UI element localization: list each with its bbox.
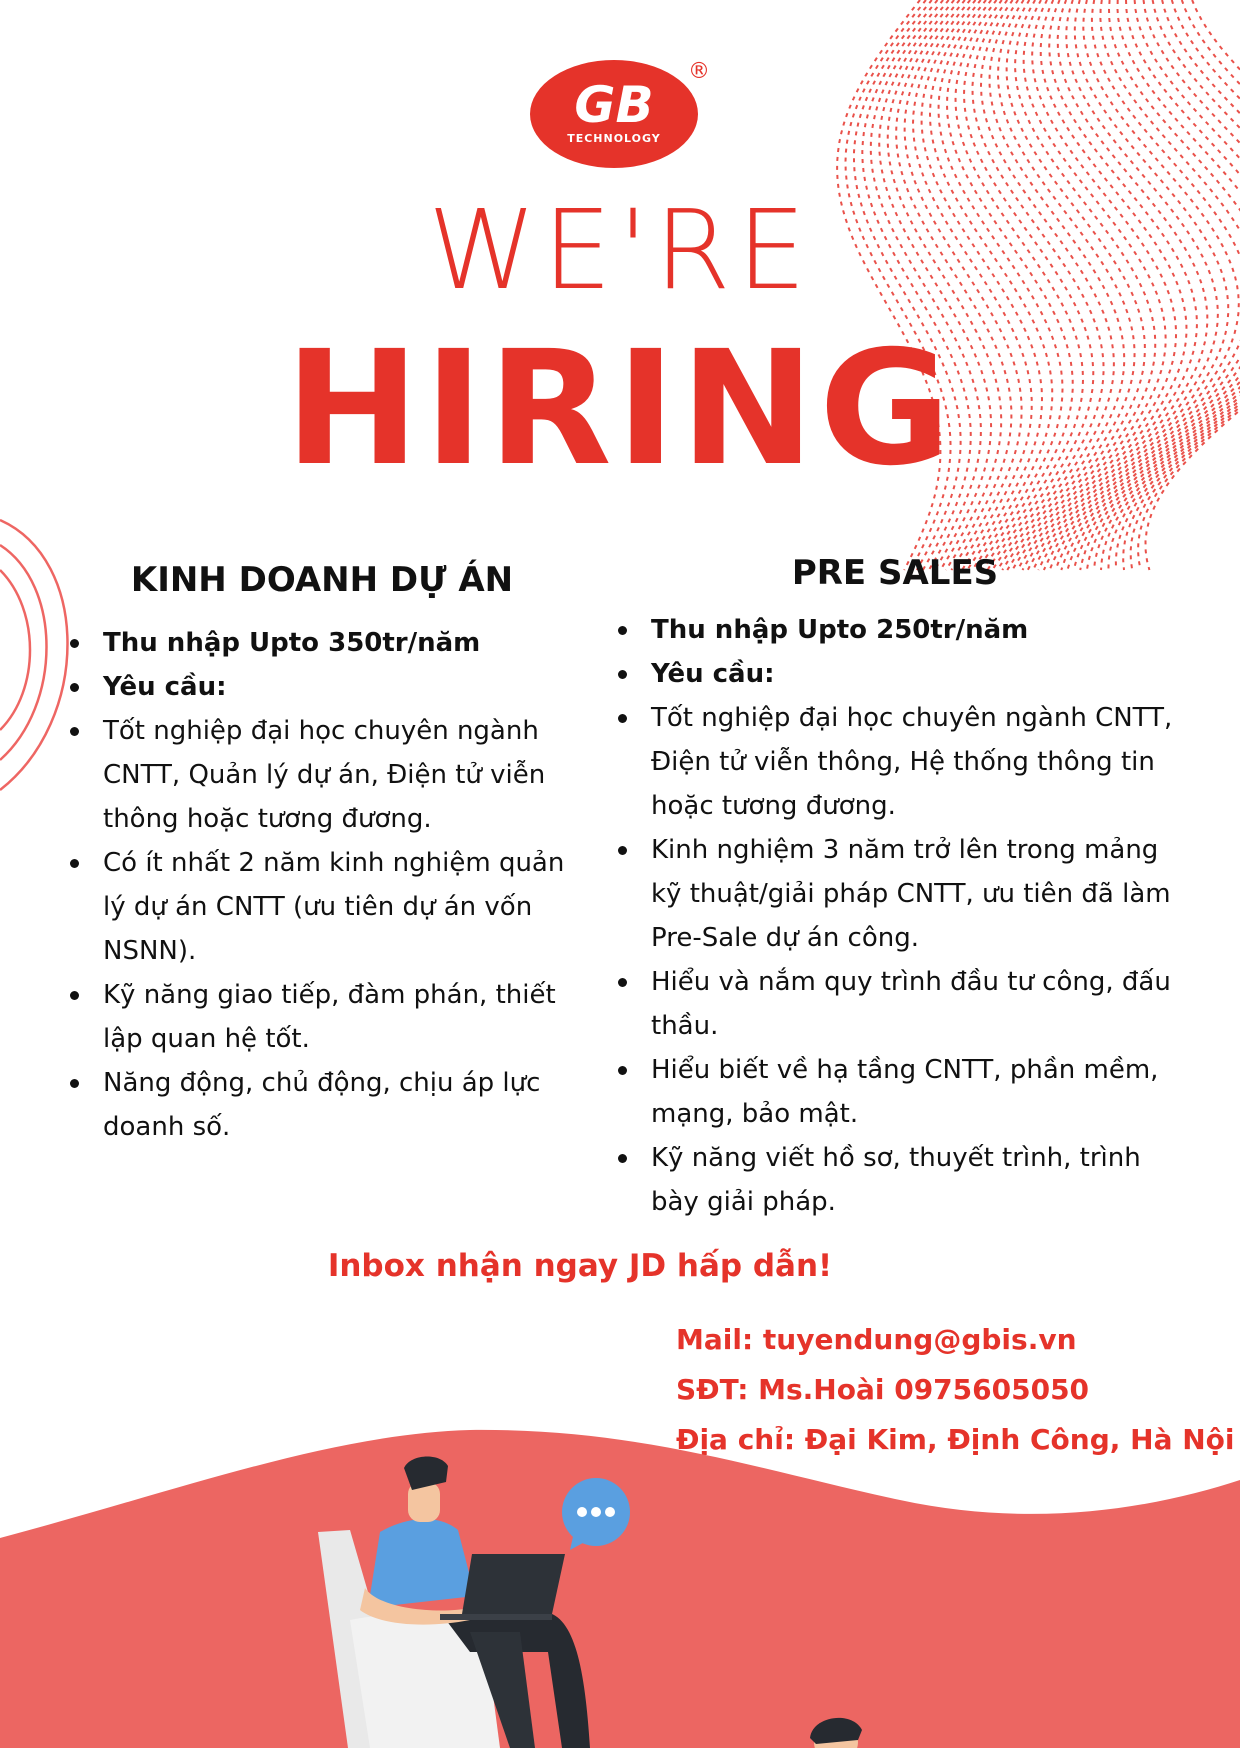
- job-requirement-item: Kinh nghiệm 3 năm trở lên trong mảng kỹ thuật/giải pháp CNTT, ưu tiên đã làm Pre-Sale dự án công.: [610, 828, 1180, 960]
- logo-monogram: GB: [574, 76, 654, 134]
- call-to-action: Inbox nhận ngay JD hấp dẫn!: [327, 1248, 833, 1284]
- headline-were: WE'RE: [427, 186, 813, 314]
- job-requirement-item: Yêu cầu:: [610, 652, 1180, 696]
- bottom-illustration: [0, 1420, 1240, 1748]
- job-title: KINH DOANH DỰ ÁN: [130, 560, 514, 600]
- job-requirements-list: [610, 608, 1180, 1224]
- job-requirement-item: Thu nhập Upto 350tr/năm: [62, 621, 582, 665]
- job-requirement-item: Kỹ năng viết hồ sơ, thuyết trình, trình bày giải pháp.: [610, 1136, 1180, 1224]
- job-requirements-list: [62, 621, 582, 1149]
- job-column-presales: [610, 553, 1180, 1224]
- job-requirement-item: Năng động, chủ động, chịu áp lực doanh số.: [62, 1061, 582, 1149]
- job-column-sales: [62, 560, 582, 1149]
- contact-mail[interactable]: Mail: tuyendung@gbis.vn: [676, 1323, 1077, 1356]
- contact-address: Địa chỉ: Đại Kim, Định Công, Hà Nội: [676, 1423, 1235, 1456]
- job-requirement-item: Tốt nghiệp đại học chuyên ngành CNTT, Điện tử viễn thông, Hệ thống thông tin hoặc tương đương.: [610, 696, 1180, 828]
- job-requirement-item: Tốt nghiệp đại học chuyên ngành CNTT, Quản lý dự án, Điện tử viễn thông hoặc tương đương.: [62, 709, 582, 841]
- contact-phone[interactable]: SĐT: Ms.Hoài 0975605050: [676, 1373, 1090, 1406]
- job-requirement-item: Hiểu và nắm quy trình đầu tư công, đấu thầu.: [610, 960, 1180, 1048]
- logo-subtitle: TECHNOLOGY: [567, 132, 661, 145]
- job-requirement-item: Có ít nhất 2 năm kinh nghiệm quản lý dự án CNTT (ưu tiên dự án vốn NSNN).: [62, 841, 582, 973]
- job-requirement-item: Kỹ năng giao tiếp, đàm phán, thiết lập quan hệ tốt.: [62, 973, 582, 1061]
- job-title: PRE SALES: [791, 553, 999, 593]
- job-requirement-item: Hiểu biết về hạ tầng CNTT, phần mềm, mạng, bảo mật.: [610, 1048, 1180, 1136]
- job-requirement-item: Yêu cầu:: [62, 665, 582, 709]
- registered-mark: ®: [688, 59, 710, 84]
- company-logo: [528, 58, 712, 170]
- job-requirement-item: Thu nhập Upto 250tr/năm: [610, 608, 1180, 652]
- headline-hiring: HIRING: [284, 317, 956, 501]
